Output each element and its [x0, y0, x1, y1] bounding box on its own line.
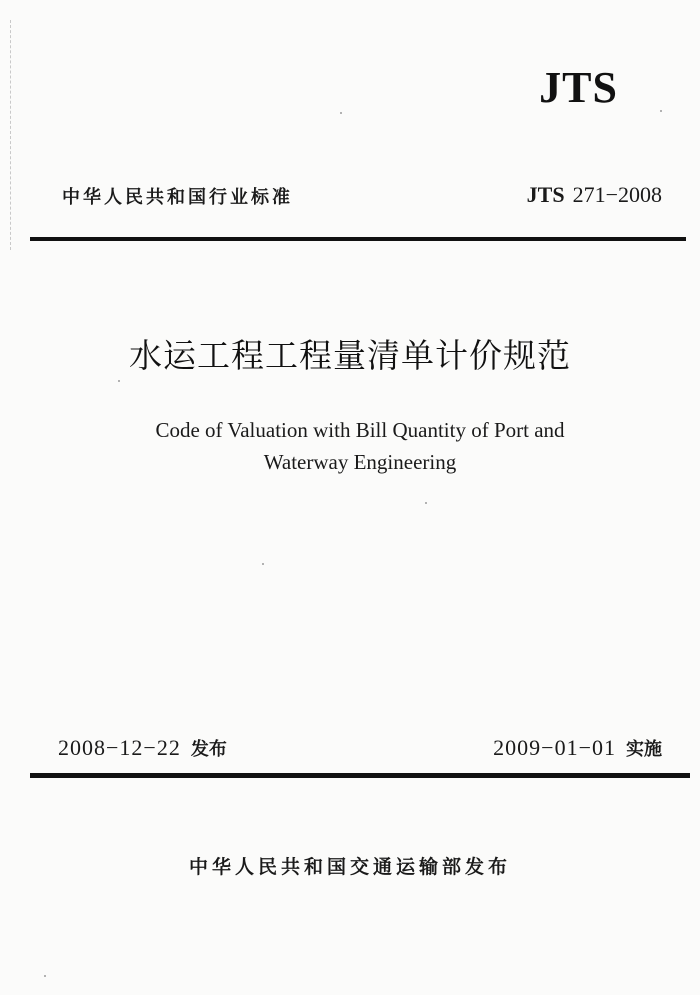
- english-title-line-2: Waterway Engineering: [263, 450, 457, 474]
- english-title-line-1: Code of Valuation with Bill Quantity of Port and: [155, 418, 565, 442]
- top-divider: [30, 237, 686, 241]
- issue-date-block: [58, 735, 227, 761]
- scan-speck: [44, 975, 46, 977]
- standard-mark: JTS: [539, 63, 618, 112]
- bottom-divider: [30, 773, 690, 778]
- effective-label: 实施: [626, 739, 662, 760]
- industry-standard-label: 中华人民共和国行业标准: [62, 187, 293, 208]
- scan-edge-mark: [10, 20, 15, 250]
- issue-date: 2008−12−22: [58, 735, 181, 760]
- issue-label: 发布: [190, 739, 227, 760]
- scan-speck: [660, 110, 662, 112]
- standard-prefix: JTS: [526, 182, 565, 207]
- publisher: 中华人民共和国交通运输部发布: [188, 856, 511, 878]
- scan-speck: [118, 380, 120, 382]
- effective-date: 2009−01−01: [493, 735, 616, 760]
- scan-speck: [262, 563, 264, 565]
- scan-speck: [425, 502, 427, 504]
- standard-code: 271−2008: [572, 182, 662, 207]
- english-title: [100, 414, 620, 478]
- standard-number: [527, 182, 662, 208]
- scan-speck: [340, 112, 342, 114]
- chinese-title: 水运工程工程量清单计价规范: [129, 336, 571, 375]
- effective-date-block: [493, 735, 662, 761]
